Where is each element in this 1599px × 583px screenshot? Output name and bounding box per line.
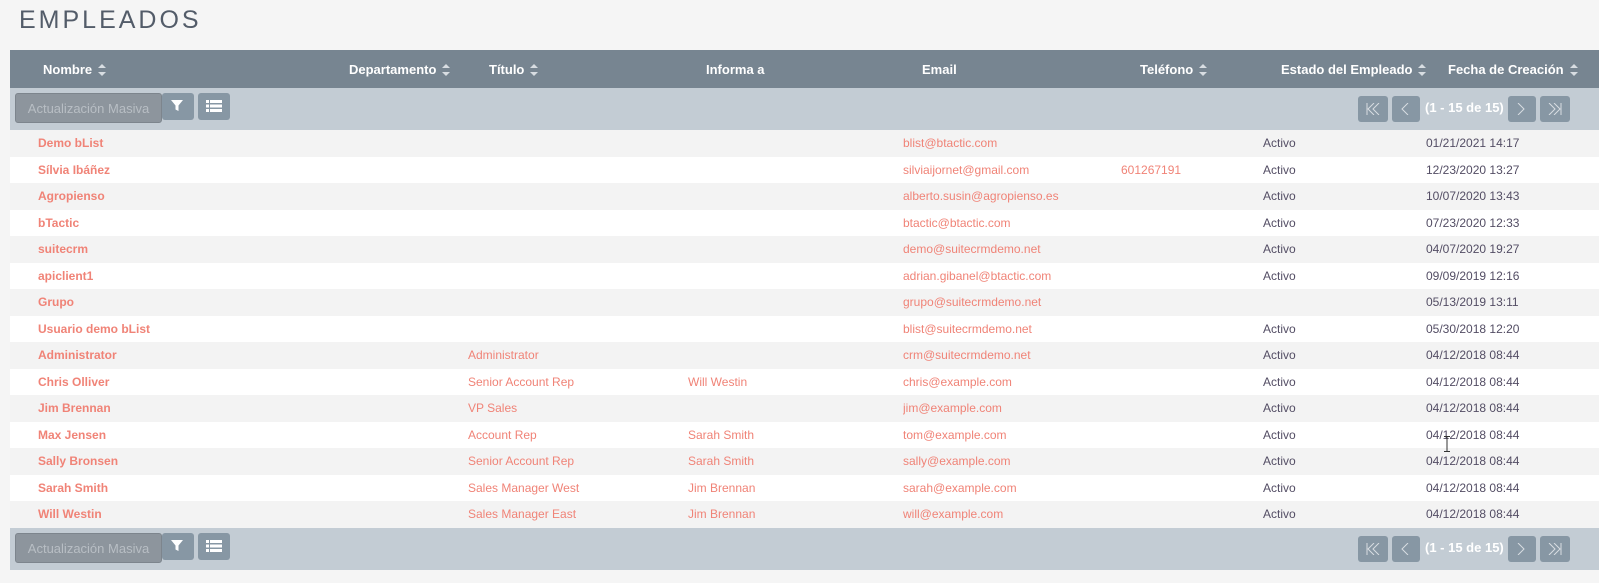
table-row bbox=[10, 422, 1599, 449]
column-chooser-button[interactable] bbox=[198, 533, 230, 560]
cell-status: Activo bbox=[1263, 422, 1426, 449]
sort-icon[interactable] bbox=[442, 64, 450, 76]
previous-page-button[interactable] bbox=[1392, 536, 1420, 562]
name-link[interactable]: Chris Olliver bbox=[38, 374, 110, 389]
table-row bbox=[10, 210, 1599, 237]
cell-status: Activo bbox=[1263, 263, 1426, 290]
column-header-label: Departamento bbox=[349, 61, 437, 77]
filter-icon bbox=[170, 99, 184, 113]
email-link[interactable]: grupo@suitecrmdemo.net bbox=[903, 295, 1042, 310]
cell-phone bbox=[1121, 210, 1263, 237]
cell-name bbox=[38, 475, 468, 502]
previous-page-icon bbox=[1400, 543, 1410, 555]
column-chooser-button[interactable] bbox=[198, 93, 230, 120]
pagination-count: (1 - 15 de 15) bbox=[1425, 100, 1504, 115]
bottom-toolbar bbox=[10, 528, 1599, 570]
cell-reports-to bbox=[688, 289, 903, 316]
column-header-status[interactable] bbox=[1254, 50, 1418, 88]
cell-email bbox=[903, 316, 1121, 343]
title-link[interactable]: Administrator bbox=[468, 348, 539, 363]
column-header-label: Teléfono bbox=[1140, 61, 1194, 77]
text-cursor-icon bbox=[1444, 436, 1450, 452]
cell-email bbox=[903, 289, 1121, 316]
cell-email bbox=[903, 130, 1121, 157]
cell-phone bbox=[1121, 236, 1263, 263]
title-link[interactable]: Sales Manager East bbox=[468, 507, 577, 522]
cell-created: 05/13/2019 13:11 bbox=[1426, 289, 1599, 316]
title-link[interactable]: Senior Account Rep bbox=[468, 374, 575, 389]
cell-created: 10/07/2020 13:43 bbox=[1426, 183, 1599, 210]
cell-created: 04/07/2020 19:27 bbox=[1426, 236, 1599, 263]
table-row bbox=[10, 316, 1599, 343]
cell-phone bbox=[1121, 395, 1263, 422]
cell-reports-to bbox=[688, 236, 903, 263]
cell-email bbox=[903, 157, 1121, 184]
reports-to-link[interactable]: Sarah Smith bbox=[688, 454, 755, 469]
cell-email bbox=[903, 448, 1121, 475]
cell-title bbox=[468, 236, 688, 263]
cell-status: Activo bbox=[1263, 369, 1426, 396]
column-header-label: Estado del Empleado bbox=[1281, 61, 1413, 77]
sort-icon[interactable] bbox=[1418, 64, 1426, 76]
column-header-label: Título bbox=[489, 61, 525, 77]
filter-button[interactable] bbox=[162, 533, 194, 560]
cell-name bbox=[38, 316, 468, 343]
table-row bbox=[10, 369, 1599, 396]
next-page-button[interactable] bbox=[1508, 96, 1536, 122]
last-page-icon bbox=[1548, 103, 1562, 115]
reports-to-link[interactable]: Jim Brennan bbox=[688, 507, 756, 522]
cell-title bbox=[468, 263, 688, 290]
cell-phone bbox=[1121, 157, 1263, 184]
row-spacer bbox=[10, 395, 38, 422]
table-row bbox=[10, 130, 1599, 157]
row-spacer bbox=[10, 236, 38, 263]
cell-name bbox=[38, 289, 468, 316]
previous-page-icon bbox=[1400, 103, 1410, 115]
cell-phone bbox=[1121, 263, 1263, 290]
first-page-button[interactable] bbox=[1358, 536, 1388, 562]
row-spacer bbox=[10, 342, 38, 369]
cell-title bbox=[468, 316, 688, 343]
email-link[interactable]: will@example.com bbox=[903, 507, 1004, 522]
table-row bbox=[10, 157, 1599, 184]
name-link[interactable]: Max Jensen bbox=[38, 427, 107, 442]
email-link[interactable]: jim@example.com bbox=[903, 401, 1002, 416]
table-row bbox=[10, 501, 1599, 528]
cell-name bbox=[38, 501, 468, 528]
email-link[interactable]: silviaijornet@gmail.com bbox=[903, 162, 1030, 177]
cell-title bbox=[468, 448, 688, 475]
cell-name bbox=[38, 157, 468, 184]
cell-phone bbox=[1121, 316, 1263, 343]
column-header-label: Email bbox=[922, 61, 957, 77]
cell-name bbox=[38, 210, 468, 237]
table-row bbox=[10, 395, 1599, 422]
filter-button[interactable] bbox=[162, 93, 194, 120]
cell-phone bbox=[1121, 501, 1263, 528]
cell-reports-to bbox=[688, 316, 903, 343]
column-header-created[interactable] bbox=[1418, 50, 1599, 88]
row-spacer bbox=[10, 130, 38, 157]
cell-name bbox=[38, 369, 468, 396]
column-header-department[interactable] bbox=[324, 50, 464, 88]
table-row bbox=[10, 475, 1599, 502]
cell-name bbox=[38, 395, 468, 422]
cell-phone bbox=[1121, 289, 1263, 316]
table-row bbox=[10, 289, 1599, 316]
cell-phone bbox=[1121, 475, 1263, 502]
column-header-name[interactable] bbox=[38, 50, 324, 88]
title-link[interactable]: Account Rep bbox=[468, 427, 537, 442]
email-link[interactable]: chris@example.com bbox=[903, 374, 1012, 389]
cell-title bbox=[468, 475, 688, 502]
cell-title bbox=[468, 210, 688, 237]
email-link[interactable]: tom@example.com bbox=[903, 427, 1007, 442]
email-link[interactable]: blist@btactic.com bbox=[903, 136, 998, 151]
cell-title bbox=[468, 183, 688, 210]
name-link[interactable]: Administrator bbox=[38, 348, 117, 363]
cell-email bbox=[903, 183, 1121, 210]
cell-phone bbox=[1121, 130, 1263, 157]
column-header-email bbox=[897, 50, 1115, 88]
cell-name bbox=[38, 130, 468, 157]
name-link[interactable]: Sarah Smith bbox=[38, 480, 109, 495]
name-link[interactable]: Jim Brennan bbox=[38, 401, 111, 416]
email-link[interactable]: demo@suitecrmdemo.net bbox=[903, 242, 1041, 257]
cell-email bbox=[903, 263, 1121, 290]
sort-icon[interactable] bbox=[1570, 64, 1578, 76]
last-page-button[interactable] bbox=[1540, 536, 1570, 562]
pagination-count: (1 - 15 de 15) bbox=[1425, 539, 1504, 555]
cell-name bbox=[38, 448, 468, 475]
cell-status: Activo bbox=[1263, 316, 1426, 343]
reports-to-link[interactable]: Jim Brennan bbox=[688, 480, 756, 495]
cell-status: Activo bbox=[1263, 395, 1426, 422]
cell-email bbox=[903, 395, 1121, 422]
table-body bbox=[10, 130, 1599, 528]
cell-reports-to bbox=[688, 183, 903, 210]
cell-created: 04/12/2018 08:44 bbox=[1426, 501, 1599, 528]
email-link[interactable]: sally@example.com bbox=[903, 454, 1011, 469]
cell-reports-to bbox=[688, 263, 903, 290]
row-spacer bbox=[10, 475, 38, 502]
reports-to-link[interactable]: Sarah Smith bbox=[688, 427, 755, 442]
cell-created: 09/09/2019 12:16 bbox=[1426, 263, 1599, 290]
cell-created: 07/23/2020 12:33 bbox=[1426, 210, 1599, 237]
title-link[interactable]: Senior Account Rep bbox=[468, 454, 575, 469]
pagination bbox=[1358, 96, 1570, 122]
email-link[interactable]: blist@suitecrmdemo.net bbox=[903, 321, 1032, 336]
email-link[interactable]: alberto.susin@agropienso.es bbox=[903, 189, 1059, 204]
cell-name bbox=[38, 422, 468, 449]
row-spacer bbox=[10, 448, 38, 475]
name-link[interactable]: Demo bList bbox=[38, 136, 104, 151]
phone-link[interactable]: 601267191 bbox=[1121, 162, 1182, 177]
pagination bbox=[1358, 536, 1570, 562]
email-link[interactable]: btactic@btactic.com bbox=[903, 215, 1011, 230]
cell-status: Activo bbox=[1263, 157, 1426, 184]
row-spacer bbox=[10, 422, 38, 449]
mass-update-button[interactable]: Actualización Masiva bbox=[15, 93, 162, 123]
first-page-icon bbox=[1366, 543, 1380, 555]
cell-name bbox=[38, 263, 468, 290]
header-spacer bbox=[10, 50, 38, 88]
cell-reports-to bbox=[688, 395, 903, 422]
email-link[interactable]: crm@suitecrmdemo.net bbox=[903, 348, 1031, 363]
last-page-icon bbox=[1548, 543, 1562, 555]
cell-email bbox=[903, 369, 1121, 396]
cell-email bbox=[903, 342, 1121, 369]
cell-title bbox=[468, 289, 688, 316]
name-link[interactable]: Will Westin bbox=[38, 507, 102, 522]
cell-phone bbox=[1121, 342, 1263, 369]
cell-email bbox=[903, 210, 1121, 237]
list-columns-icon bbox=[206, 99, 222, 113]
employee-table bbox=[10, 50, 1599, 88]
next-page-icon bbox=[1516, 543, 1526, 555]
sort-icon[interactable] bbox=[98, 64, 106, 76]
cell-created: 04/12/2018 08:44 bbox=[1426, 448, 1599, 475]
cell-name bbox=[38, 183, 468, 210]
cell-email bbox=[903, 501, 1121, 528]
cell-reports-to bbox=[688, 422, 903, 449]
row-spacer bbox=[10, 183, 38, 210]
cell-created: 01/21/2021 14:17 bbox=[1426, 130, 1599, 157]
cell-reports-to bbox=[688, 448, 903, 475]
cell-reports-to bbox=[688, 130, 903, 157]
name-link[interactable]: Sílvia Ibáñez bbox=[38, 162, 111, 177]
cell-title bbox=[468, 422, 688, 449]
email-link[interactable]: adrian.gibanel@btactic.com bbox=[903, 268, 1052, 283]
column-header-label: Informa a bbox=[706, 61, 765, 77]
cell-status: Activo bbox=[1263, 501, 1426, 528]
email-link[interactable]: sarah@example.com bbox=[903, 480, 1017, 495]
cell-status: Activo bbox=[1263, 475, 1426, 502]
employee-table-body bbox=[10, 130, 1599, 528]
name-link[interactable]: bTactic bbox=[38, 215, 80, 230]
first-page-icon bbox=[1366, 103, 1380, 115]
cell-name bbox=[38, 236, 468, 263]
cell-status: Activo bbox=[1263, 210, 1426, 237]
cell-created: 12/23/2020 13:27 bbox=[1426, 157, 1599, 184]
cell-created: 04/12/2018 08:44 bbox=[1426, 475, 1599, 502]
list-columns-icon bbox=[206, 539, 222, 553]
title-link[interactable]: Sales Manager West bbox=[468, 480, 580, 495]
row-spacer bbox=[10, 210, 38, 237]
row-spacer bbox=[10, 501, 38, 528]
cell-phone bbox=[1121, 369, 1263, 396]
row-spacer bbox=[10, 316, 38, 343]
row-spacer bbox=[10, 289, 38, 316]
cell-status: Activo bbox=[1263, 130, 1426, 157]
column-header-label: Nombre bbox=[43, 61, 93, 77]
mass-update-button[interactable]: Actualización Masiva bbox=[15, 533, 162, 563]
cell-created: 04/12/2018 08:44 bbox=[1426, 369, 1599, 396]
row-spacer bbox=[10, 263, 38, 290]
next-page-icon bbox=[1516, 103, 1526, 115]
cell-reports-to bbox=[688, 342, 903, 369]
cell-status: Activo bbox=[1263, 342, 1426, 369]
table-row bbox=[10, 183, 1599, 210]
table-row bbox=[10, 236, 1599, 263]
name-link[interactable]: apiclient1 bbox=[38, 268, 94, 283]
cell-status: Activo bbox=[1263, 183, 1426, 210]
cell-name bbox=[38, 342, 468, 369]
cell-created: 04/12/2018 08:44 bbox=[1426, 422, 1599, 449]
page-title: EMPLEADOS bbox=[19, 6, 202, 34]
filter-icon bbox=[170, 539, 184, 553]
next-page-button[interactable] bbox=[1508, 536, 1536, 562]
cell-title bbox=[468, 501, 688, 528]
first-page-button[interactable] bbox=[1358, 96, 1388, 122]
cell-title bbox=[468, 130, 688, 157]
cell-title bbox=[468, 369, 688, 396]
column-header-title[interactable] bbox=[464, 50, 681, 88]
cell-email bbox=[903, 475, 1121, 502]
previous-page-button[interactable] bbox=[1392, 96, 1420, 122]
top-toolbar bbox=[10, 88, 1599, 130]
column-header-phone[interactable] bbox=[1115, 50, 1254, 88]
row-spacer bbox=[10, 369, 38, 396]
last-page-button[interactable] bbox=[1540, 96, 1570, 122]
employee-list-view bbox=[10, 50, 1599, 570]
cell-status: Activo bbox=[1263, 236, 1426, 263]
name-link[interactable]: Grupo bbox=[38, 295, 74, 310]
cell-email bbox=[903, 422, 1121, 449]
cell-phone bbox=[1121, 422, 1263, 449]
cell-created: 05/30/2018 12:20 bbox=[1426, 316, 1599, 343]
row-spacer bbox=[10, 157, 38, 184]
cell-title bbox=[468, 395, 688, 422]
cell-phone bbox=[1121, 183, 1263, 210]
cell-reports-to bbox=[688, 157, 903, 184]
cell-reports-to bbox=[688, 369, 903, 396]
title-link[interactable]: VP Sales bbox=[468, 401, 518, 416]
table-header bbox=[10, 50, 1599, 88]
sort-icon[interactable] bbox=[1199, 64, 1207, 76]
table-row bbox=[10, 263, 1599, 290]
name-link[interactable]: Sally Bronsen bbox=[38, 454, 119, 469]
name-link[interactable]: Usuario demo bList bbox=[38, 321, 151, 336]
cell-title bbox=[468, 157, 688, 184]
cell-status bbox=[1263, 289, 1426, 316]
cell-reports-to bbox=[688, 475, 903, 502]
cell-created: 04/12/2018 08:44 bbox=[1426, 395, 1599, 422]
table-row bbox=[10, 448, 1599, 475]
name-link[interactable]: suitecrm bbox=[38, 242, 89, 257]
cell-reports-to bbox=[688, 210, 903, 237]
sort-icon[interactable] bbox=[530, 64, 538, 76]
table-row bbox=[10, 342, 1599, 369]
cell-created: 04/12/2018 08:44 bbox=[1426, 342, 1599, 369]
column-header-label: Fecha de Creación bbox=[1448, 61, 1564, 77]
cell-email bbox=[903, 236, 1121, 263]
cell-title bbox=[468, 342, 688, 369]
column-header-reports-to bbox=[681, 50, 897, 88]
cell-reports-to bbox=[688, 501, 903, 528]
name-link[interactable]: Agropienso bbox=[38, 189, 105, 204]
cell-phone bbox=[1121, 448, 1263, 475]
reports-to-link[interactable]: Will Westin bbox=[688, 374, 748, 389]
cell-status: Activo bbox=[1263, 448, 1426, 475]
